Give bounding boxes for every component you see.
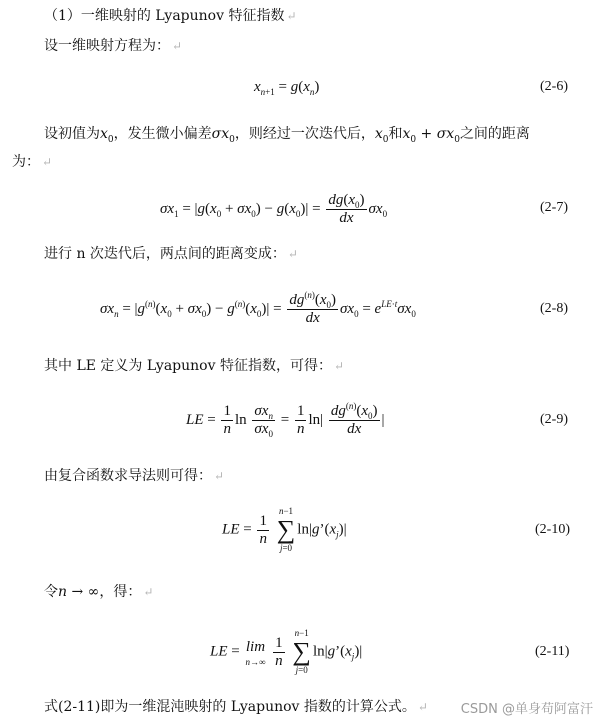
equation-number: (2-8) (540, 301, 568, 316)
equation-2-8: $\sigma x_n = |g^{(n)}(x_0 + \sigma x_0) - g^{(n)}(x_0)|$ = $\frac{dg^{(n)}(x_0)}{dx}$ $\sigma x_0 = e^{LE\cdot t}\sigma x_0$ (100, 290, 416, 326)
paragraph-7: 式(2-11)即为一维混沌映射的 Lyapunov 指数的计算公式。 ↵ (44, 699, 428, 715)
return-icon: ↵ (287, 247, 298, 261)
equation-2-7: $\sigma x_1 = |g(x_0 + \sigma x_0) - g(x_0)|$ = $\frac{dg(x_0)}{dx}$ $\sigma x_0$ (160, 192, 388, 226)
section-heading: （1）一维映射的 Lyapunov 特征指数 ↵ (44, 8, 297, 24)
equation-number: (2-11) (535, 644, 570, 659)
return-icon: ↵ (286, 9, 297, 23)
paragraph-4: 其中 LE 定义为 Lyapunov 特征指数，可得： ↵ (44, 358, 345, 374)
return-icon: ↵ (172, 39, 183, 53)
equation-2-11: LE = lim n→∞ $\frac{1}{n}$ n−1 ∑ j=0 $\ln|g’(x_j)|$ (210, 628, 363, 675)
return-icon: ↵ (214, 469, 225, 483)
equation-2-10: LE = $\frac{1}{n}$ n−1 ∑ j=0 $\ln|g’(x_j)|$ (222, 506, 347, 553)
paragraph-5: 由复合函数求导法则可得： ↵ (44, 468, 225, 484)
paragraph-3: 进行 n 次迭代后，两点间的距离变成： ↵ (44, 246, 298, 262)
equation-number: (2-9) (540, 412, 568, 427)
watermark: CSDN @单身苟阿富汗 (460, 702, 593, 717)
paragraph-2: 设初值为$x_0$，发生微小偏差$\sigma x_0$，则经过一次迭代后，$x_0$和$x_0 + \sigma x_0$之间的距离 (44, 126, 530, 145)
paragraph-1: 设一维映射方程为： ↵ (44, 38, 183, 54)
equation-2-6: $x_{n+1} = g(x_n)$ (254, 79, 320, 97)
return-icon: ↵ (143, 585, 154, 599)
return-icon: ↵ (417, 700, 428, 714)
equation-2-9: LE = $\frac{1}{n}$ ln $\frac{\sigma x_n}{\sigma x_0}$ = $\frac{1}{n}$ ln| $\frac{dg^{(n)}(x_0)}{dx}$ | (186, 401, 385, 439)
return-icon: ↵ (42, 155, 53, 169)
paragraph-2-line-2: 为： ↵ (12, 154, 53, 170)
equation-number: (2-10) (535, 522, 570, 537)
equation-number: (2-7) (540, 200, 568, 215)
paragraph-6: 令n → ∞，得： ↵ (44, 584, 154, 600)
return-icon: ↵ (333, 359, 345, 373)
equation-number: (2-6) (540, 79, 568, 94)
